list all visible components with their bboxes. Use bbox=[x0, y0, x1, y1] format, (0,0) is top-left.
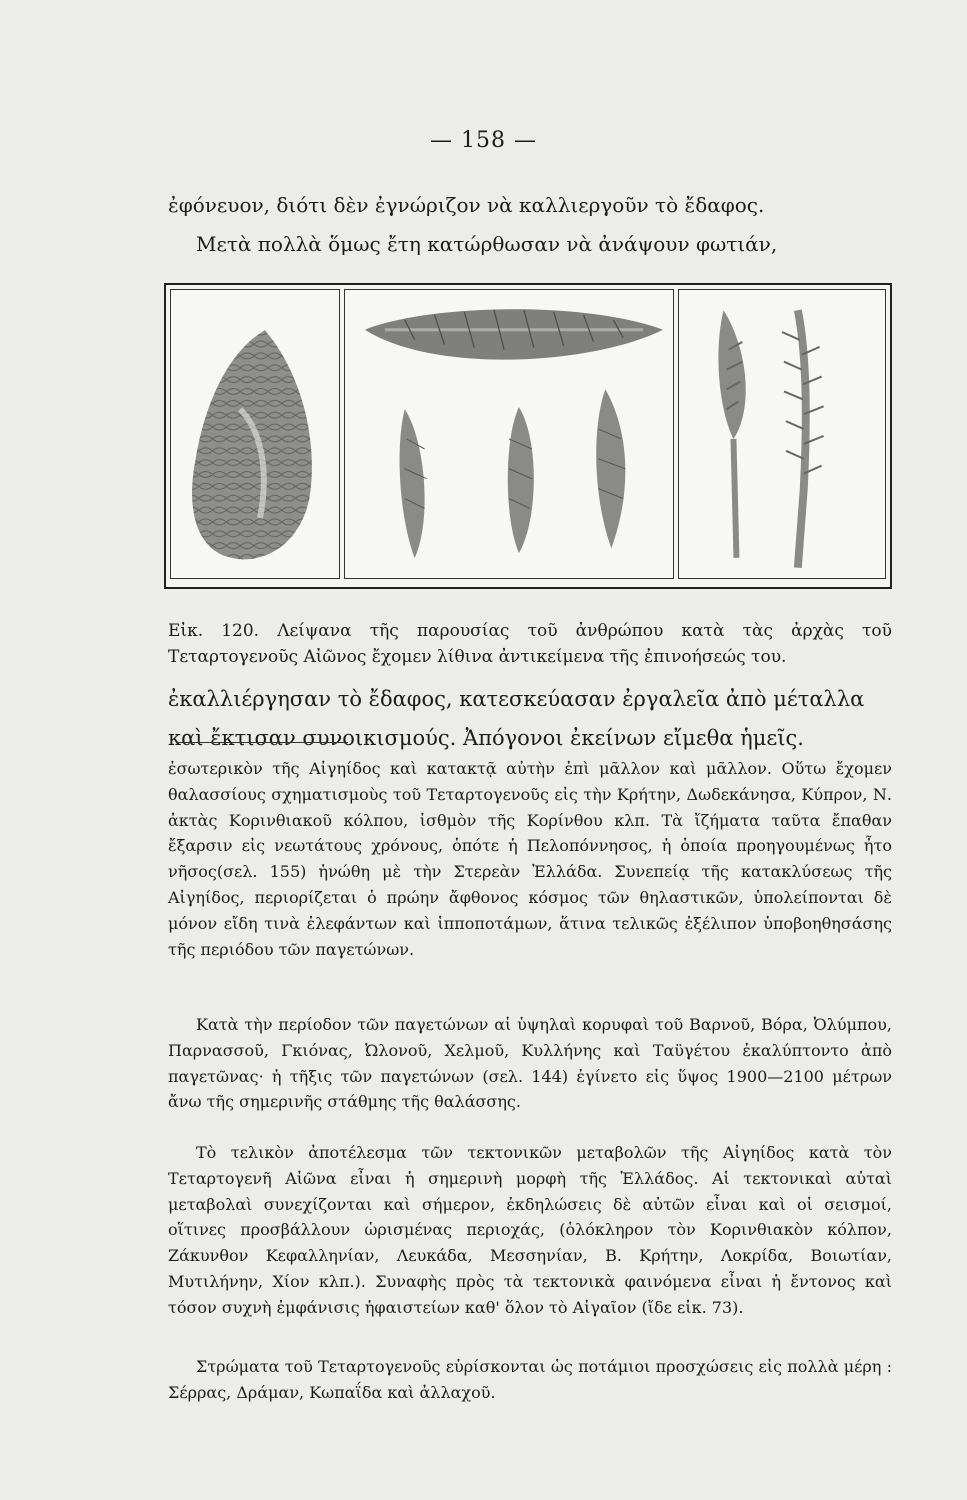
paragraph-1: ἐσωτερικὸν τῆς Αἰγηίδος καὶ κατακτᾷ αὐτὴν ἐπὶ μᾶλλον καὶ μᾶλλον. Οὕτω ἔχομεν θαλασσίους σχηματισμοὺς τοῦ Τεταρτογενοῦς εἰς τὴν Κρήτην, Δωδεκάνησα, Κύπρον, Ν. ἀκτὰς Κορινθιακοῦ κόλπου, ἰσθμὸν τῆς Κορίνθου κλπ. Τὰ ἴζήματα ταῦτα ἔπαθαν ἔξαρσιν εἰς νεωτάτους χρόνους, ὁπότε ἡ Πελοπόννησος, ἡ ὁποία προηγουμένως ἦτο νῆσος(σελ. 155) ἡνώθη μὲ τὴν Στερεὰν Ἑλλάδα. Συνεπείᾳ τῆς κατακλύσεως τῆς Αἰγηίδος, περιορίζεται ὁ πρώην ἄφθονος κόσμος τῶν θηλαστικῶν, ὑπολείπονται δὲ μόνον εἴδη τινὰ ἐλεφάντων καὶ ἱπποποτάμων, ἅτινα τελικῶς ἐξέλιπον ὑποβοηθησάσης τῆς περιόδου τῶν παγετώνων. bbox=[168, 759, 892, 959]
paragraph-4: Στρώματα τοῦ Τεταρτογενοῦς εὑρίσκονται ὡς ποτάμιοι προσχώσεις εἰς πολλὰ μέρη : Σέρρας, Δράμαν, Κωπαΐδα καὶ ἀλλαχοῦ. bbox=[168, 1357, 892, 1402]
bone-tools-image bbox=[678, 289, 886, 579]
main-text: ἐκαλλιέργησαν τὸ ἔδαφος, κατεσκεύασαν ἐργαλεῖα ἀπὸ μέταλλα καὶ ἔκτισαν συνοικισμούς. Ἀπόγονοι ἐκείνων εἴμεθα ἡμεῖς. bbox=[168, 687, 865, 750]
flint-blades-image bbox=[344, 289, 674, 579]
paragraph-3: Τὸ τελικὸν ἀποτέλεσμα τῶν τεκτονικῶν μεταβολῶν τῆς Αἰγηίδος κατὰ τὸν Τεταρτογενῆ Αἰῶνα εἶναι ἡ σημερινὴ μορφὴ τῆς Ἑλλάδος. Αἱ τεκτονικαὶ αὐταὶ μεταβολαὶ συνεχίζονται καὶ σήμερον, ἐκδηλώσεις δὲ αὐτῶν εἶναι καὶ οἱ σεισμοί, οἵτινες προσβάλλουν ὡρισμένας περιοχάς, (ὁλόκληρον τὸν Κορινθιακὸν κόλπον, Ζάκυνθον Κεφαλληνίαν, Λευκάδα, Μεσσηνίαν, Β. Κρήτην, Λοκρίδα, Βοιωτίαν, Μυτιλήνην, Χίον κλπ.). Συναφὴς πρὸς τὰ τεκτονικὰ φαινόμενα εἶναι ἡ ἔντονος καὶ τόσον συχνὴ ἐμφάνισις ἡφαιστείων καθ' ὅλον τὸ Αἰγαῖον (ἴδε εἰκ. 73). bbox=[168, 1143, 892, 1317]
page-number: — 158 — bbox=[430, 128, 537, 153]
paragraph-2: Κατὰ τὴν περίοδον τῶν παγετώνων αἱ ὑψηλαὶ κορυφαὶ τοῦ Βαρνοῦ, Βόρα, Ὀλύμπου, Παρνασσοῦ, Γκιόνας, Ὠλονοῦ, Χελμοῦ, Κυλλήνης καὶ Ταϋγέτου ἐκαλύπτοντο ἀπὸ παγετῶνας· ἡ τῆξις τῶν παγετώνων (σελ. 144) ἐγίνετο εἰς ὕψος 1900—2100 μέτρων ἄνω τῆς σημερινῆς στάθμης τῆς θαλάσσης. bbox=[168, 1015, 892, 1112]
footnote-rule bbox=[176, 742, 348, 743]
top-line-1: ἐφόνευον, διότι δὲν ἐγνώριζον νὰ καλλιεργοῦν τὸ ἔδαφος. bbox=[168, 193, 765, 217]
figure-caption: Εἰκ. 120. Λείψανα τῆς παρουσίας τοῦ ἀνθρώπου κατὰ τὰς ἀρχὰς τοῦ Τεταρτογενοῦς Αἰῶνος ἔχομεν λίθινα ἀντικείμενα τῆς ἐπινοήσεώς του. bbox=[168, 621, 892, 667]
figure-120 bbox=[164, 283, 892, 589]
hand-axe-image bbox=[170, 289, 340, 579]
top-line-2: Μετὰ πολλὰ ὅμως ἔτη κατώρθωσαν νὰ ἀνάψουν φωτιάν, bbox=[196, 232, 778, 256]
